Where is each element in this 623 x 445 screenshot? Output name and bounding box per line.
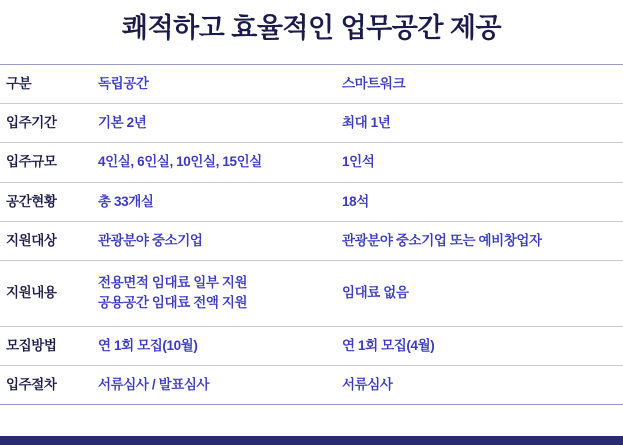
row-label: 공간현황	[6, 193, 57, 209]
table-row	[0, 143, 623, 182]
row-value-smartwork: 1인석	[342, 154, 375, 170]
row-value-independent: 4인실, 6인실, 10인실, 15인실	[98, 154, 262, 170]
bottom-accent-bar	[0, 436, 623, 445]
row-value-smartwork: 임대료 없음	[342, 285, 409, 301]
row-value-independent: 총 33개실	[98, 193, 154, 209]
row-value-independent: 서류심사 / 발표심사	[98, 376, 210, 392]
table-header-cell-category: 구분	[6, 75, 32, 91]
row-value-line: 공용공간 임대료 전액 지원	[98, 295, 248, 311]
table-row	[0, 326, 623, 365]
row-label: 지원대상	[6, 232, 57, 248]
row-value-independent: 관광분야 중소기업	[98, 232, 203, 248]
table-row	[0, 261, 623, 327]
row-value-smartwork: 연 1회 모집(4월)	[342, 337, 435, 353]
row-value-smartwork: 관광분야 중소기업 또는 예비창업자	[342, 232, 542, 248]
table-row	[0, 182, 623, 221]
row-value-independent	[88, 261, 330, 327]
row-value-line: 전용면적 임대료 일부 지원	[98, 275, 248, 290]
row-value-smartwork: 18석	[342, 193, 369, 209]
row-value-independent: 기본 2년	[98, 115, 147, 130]
table-row	[0, 221, 623, 260]
row-label: 입주기간	[6, 115, 57, 130]
row-label: 입주절차	[6, 376, 57, 392]
table-header-row	[0, 64, 623, 103]
row-label: 지원내용	[6, 285, 57, 301]
row-value-independent: 연 1회 모집(10월)	[98, 337, 198, 353]
table-header-cell-smartwork: 스마트워크	[342, 75, 406, 91]
row-value-smartwork: 최대 1년	[342, 115, 391, 130]
row-value-smartwork: 서류심사	[342, 376, 393, 392]
row-label: 모집방법	[6, 337, 57, 353]
table-row	[0, 104, 623, 143]
row-label: 입주규모	[6, 154, 57, 170]
table-row	[0, 365, 623, 404]
page-title: 쾌적하고 효율적인 업무공간 제공	[121, 13, 502, 43]
table-header-cell-independent: 독립공간	[98, 75, 149, 91]
comparison-table	[0, 64, 623, 405]
